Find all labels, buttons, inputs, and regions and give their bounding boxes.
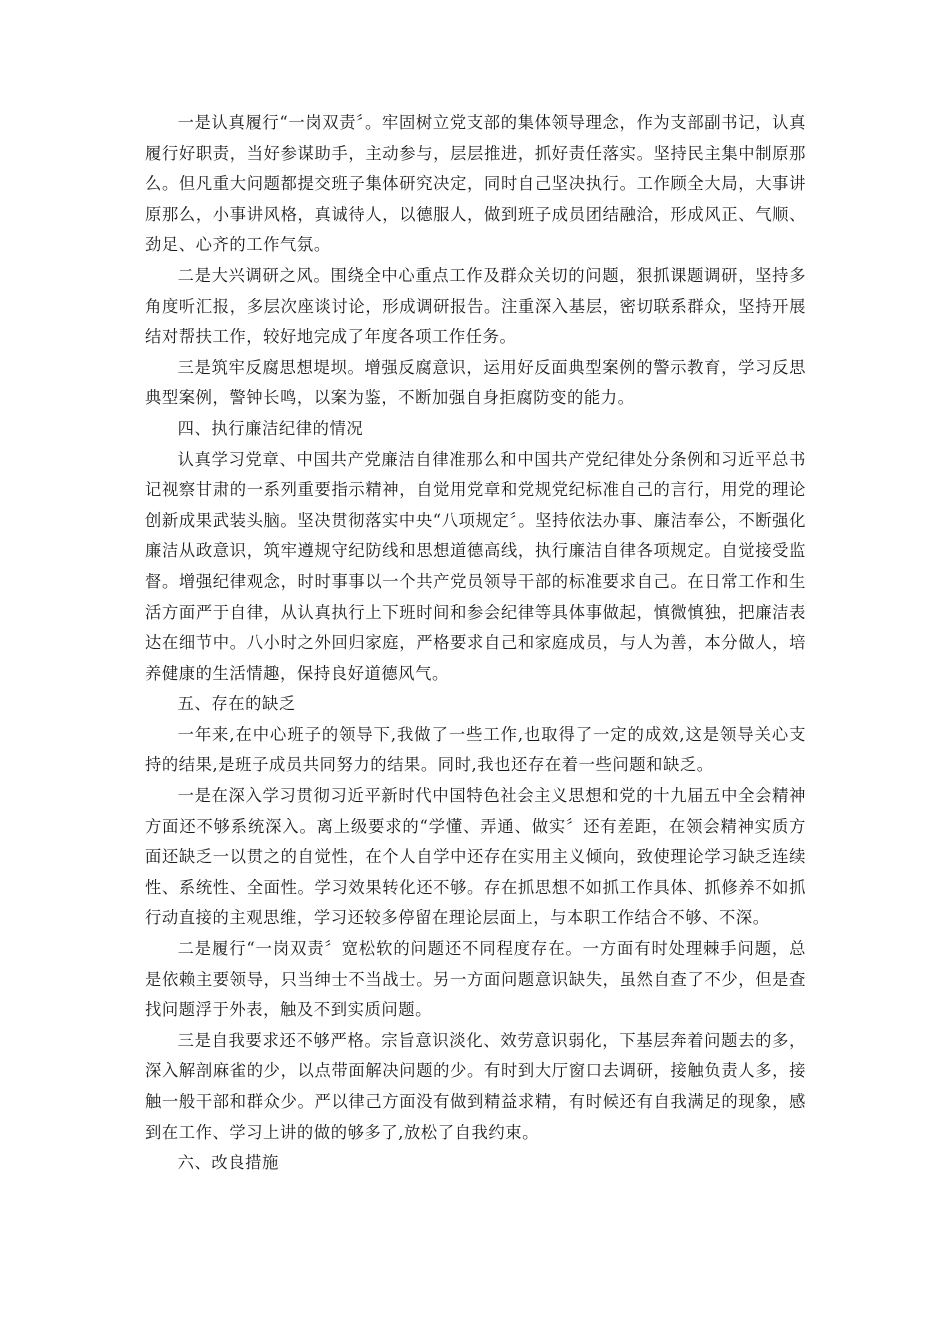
paragraph-research: 二是大兴调研之风。围绕全中心重点工作及群众关切的问题，狠抓课题调研，坚持多角度听汇报，多层次座谈讨论，形成调研报告。注重深入基层，密切联系群众，坚持开展结对帮扶工作，较好地完成了年度各项工作任务。 — [145, 265, 806, 347]
paragraph-duty-responsibility: 一是认真履行“一岗双责〞。牢固树立党支部的集体领导理念，作为支部副书记，认真履行好职责，当好参谋助手，主动参与，层层推进，抓好责任落实。坚持民主集中制原那么。但凡重大问题都提交班子集体研究决定，同时自己坚决执行。工作顾全大局，大事讲原那么，小事讲风格，真诚待人，以德服人，做到班子成员团结融洽，形成风正、气顺、劲足、心齐的工作气氛。 — [145, 113, 806, 255]
paragraph-duty-shortcoming: 二是履行“一岗双责〞宽松软的问题还不同程度存在。一方面有时处理棘手问题，总是依赖主要领导，只当绅士不当战士。另一方面问题意识缺失，虽然自查了不少，但是查找问题浮于外表，触及不到实质问题。 — [145, 939, 806, 1020]
paragraph-anti-corruption: 三是筑牢反腐思想堤坝。增强反腐意识，运用好反面典型案例的警示教育，学习反思典型案例，警钟长鸣，以案为鉴，不断加强自身拒腐防变的能力。 — [145, 357, 806, 408]
section-heading-improvement: 六、改良措施 — [177, 1153, 279, 1173]
paragraph-self-discipline-shortcoming: 三是自我要求还不够严格。宗旨意识淡化、效劳意识弱化，下基层奔着问题去的多，深入解剖麻雀的少，以点带面解决问题的少。有时到大厅窗口去调研，接触负责人多，接触一般干部和群众少。严以律己方面没有做到精益求精，有时候还有自我满足的现象，感到在工作、学习上讲的做的够多了,放松了自我约束。 — [145, 1030, 806, 1142]
section-heading-shortcomings: 五、存在的缺乏 — [177, 694, 296, 714]
section-heading-discipline: 四、执行廉洁纪律的情况 — [177, 418, 364, 438]
paragraph-year-summary: 一年来,在中心班子的领导下,我做了一些工作,也取得了一定的成效,这是领导关心支持的结果,是班子成员共同努力的结果。同时,我也还存在着一些问题和缺乏。 — [145, 724, 806, 775]
paragraph-study-shortcoming: 一是在深入学习贯彻习近平新时代中国特色社会主义思想和党的十九届五中全会精神方面还不够系统深入。离上级要求的“学懂、弄通、做实〞还有差距，在领会精神实质方面还缺乏一以贯之的自觉性，在个人自学中还存在实用主义倾向，致使理论学习缺乏连续性、系统性、全面性。学习效果转化还不够。存在抓思想不如抓工作具体、抓修养不如抓行动直接的主观思维，学习还较多停留在理论层面上，与本职工作结合不够、不深。 — [145, 786, 806, 928]
paragraph-discipline: 认真学习党章、中国共产党廉洁自律准那么和中国共产党纪律处分条例和习近平总书记视察甘肃的一系列重要指示精神，自觉用党章和党规党纪标准自己的言行，用党的理论创新成果武装头脑。坚决贯彻落实中央“八项规定〞。坚持依法办事、廉洁奉公，不断强化廉洁从政意识，筑牢遵规守纪防线和思想道德高线，执行廉洁自律各项规定。自觉接受监督。增强纪律观念，时时事事以一个共产党员领导干部的标准要求自己。在日常工作和生活方面严于自律，从认真执行上下班时间和参会纪律等具体事做起，慎微慎独，把廉洁表达在细节中。八小时之外回归家庭，严格要求自己和家庭成员，与人为善，本分做人，培养健康的生活情趣，保持良好道德风气。 — [145, 449, 806, 683]
